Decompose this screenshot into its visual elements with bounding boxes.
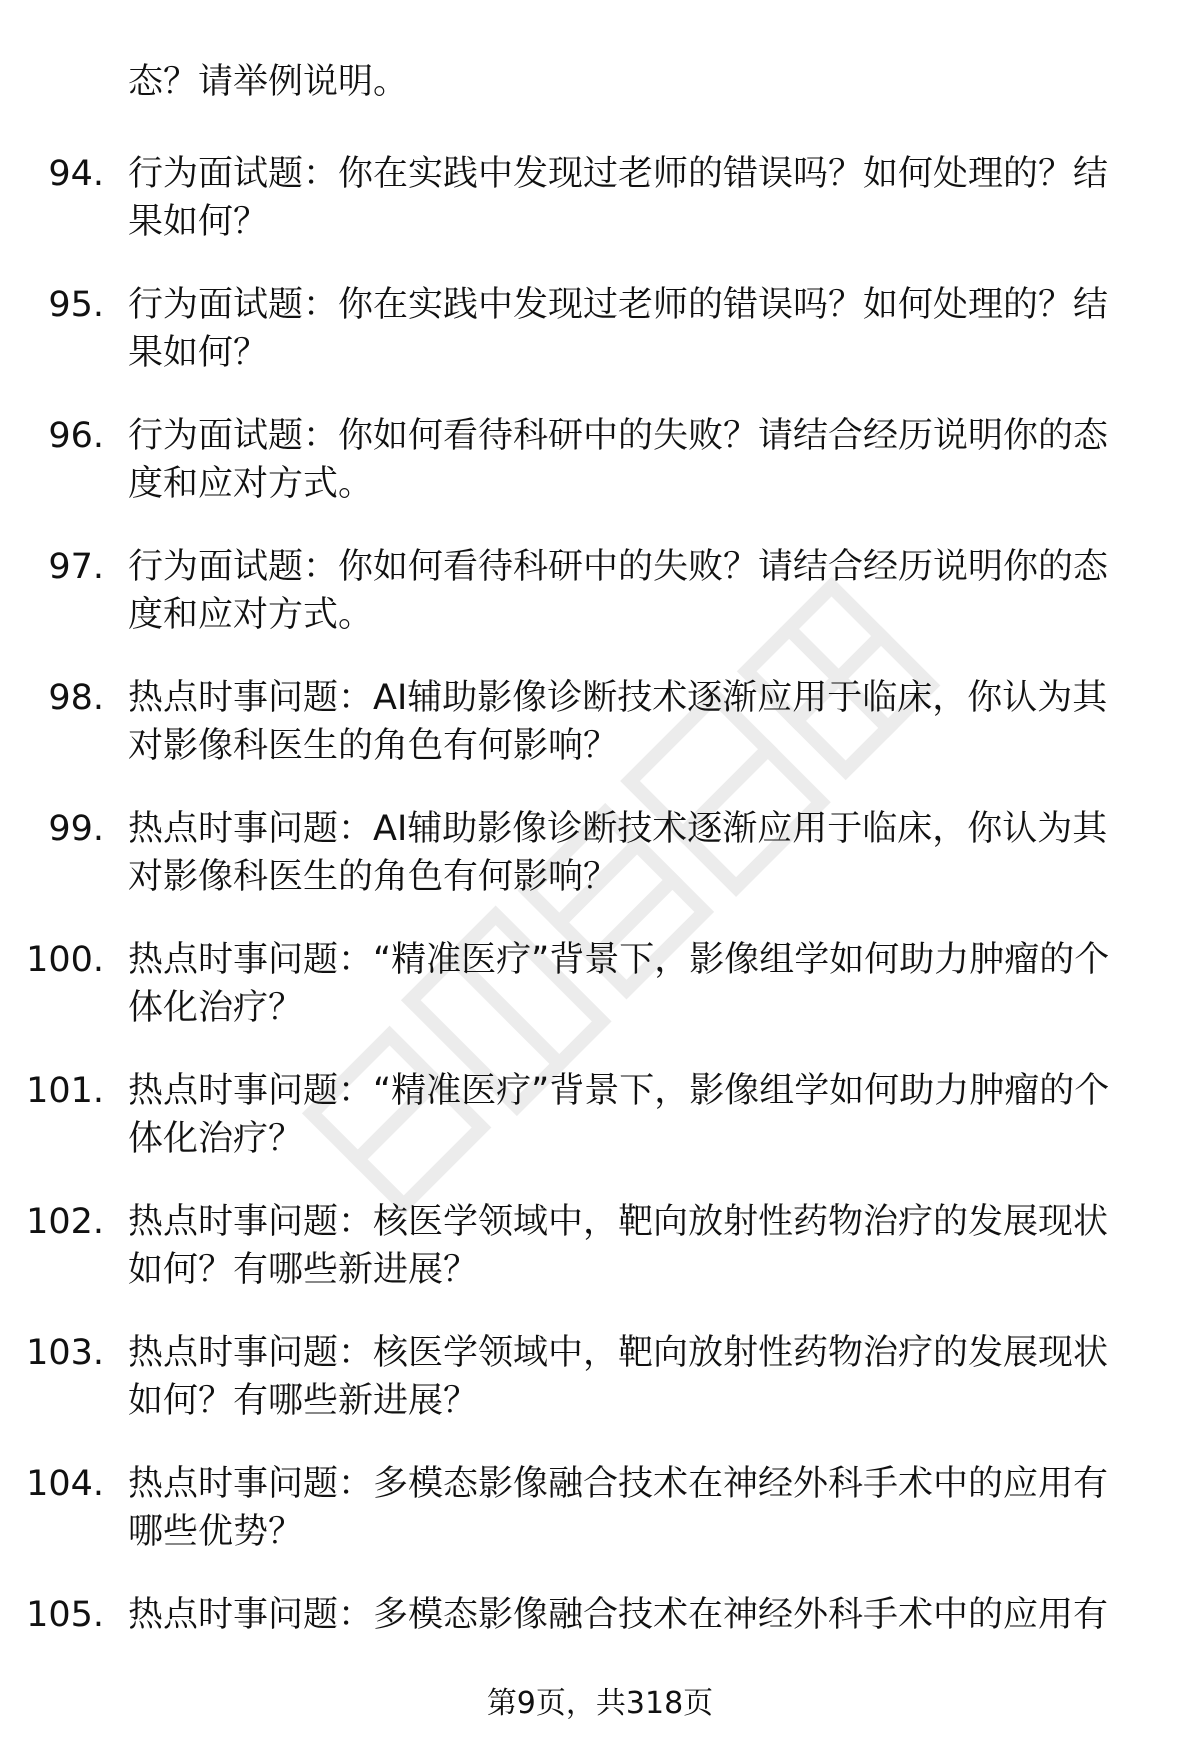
question-text: 行为面试题：你在实践中发现过老师的错误吗？如何处理的？结果如何？	[128, 154, 1109, 242]
list-item	[0, 412, 1200, 543]
list-item	[0, 1329, 1200, 1460]
question-number: 100.	[26, 940, 104, 980]
list-item	[0, 281, 1200, 412]
question-number: 105.	[26, 1595, 104, 1635]
list-item	[0, 1067, 1200, 1198]
list-item	[0, 1198, 1200, 1329]
question-number: 101.	[26, 1071, 104, 1111]
question-text: 热点时事问题：“精准医疗”背景下，影像组学如何助力肿瘤的个体化治疗？	[128, 940, 1110, 1028]
page-footer: 第9页，共318页	[486, 1686, 714, 1721]
question-list	[0, 150, 1200, 1722]
list-item	[0, 805, 1200, 936]
question-text: 热点时事问题：多模态影像融合技术在神经外科手术中的应用有	[128, 1595, 1109, 1635]
list-item	[0, 150, 1200, 281]
question-number: 102.	[26, 1202, 104, 1242]
question-text: 行为面试题：你如何看待科研中的失败？请结合经历说明你的态度和应对方式。	[128, 547, 1109, 635]
question-number: 103.	[26, 1333, 104, 1373]
continuation-text: 态？请举例说明。	[128, 62, 409, 102]
list-item	[0, 543, 1200, 674]
question-text: 热点时事问题：核医学领域中，靶向放射性药物治疗的发展现状如何？有哪些新进展？	[128, 1202, 1109, 1290]
question-text: 热点时事问题：核医学领域中，靶向放射性药物治疗的发展现状如何？有哪些新进展？	[128, 1333, 1109, 1421]
list-item	[0, 936, 1200, 1067]
question-number: 99.	[48, 809, 104, 849]
question-text: 行为面试题：你如何看待科研中的失败？请结合经历说明你的态度和应对方式。	[128, 416, 1109, 504]
question-text: 行为面试题：你在实践中发现过老师的错误吗？如何处理的？结果如何？	[128, 285, 1109, 373]
list-item	[0, 1460, 1200, 1591]
question-text: 热点时事问题：“精准医疗”背景下，影像组学如何助力肿瘤的个体化治疗？	[128, 1071, 1110, 1159]
list-item	[0, 674, 1200, 805]
question-number: 104.	[26, 1464, 104, 1504]
question-text: 热点时事问题：AI辅助影像诊断技术逐渐应用于临床，你认为其对影像科医生的角色有何影响？	[128, 678, 1108, 766]
question-number: 95.	[48, 285, 104, 325]
question-number: 98.	[48, 678, 104, 718]
question-number: 96.	[48, 416, 104, 456]
question-text: 热点时事问题：AI辅助影像诊断技术逐渐应用于临床，你认为其对影像科医生的角色有何影响？	[128, 809, 1108, 897]
question-number: 97.	[48, 547, 104, 587]
question-number: 94.	[48, 154, 104, 194]
question-text: 热点时事问题：多模态影像融合技术在神经外科手术中的应用有哪些优势？	[128, 1464, 1109, 1552]
